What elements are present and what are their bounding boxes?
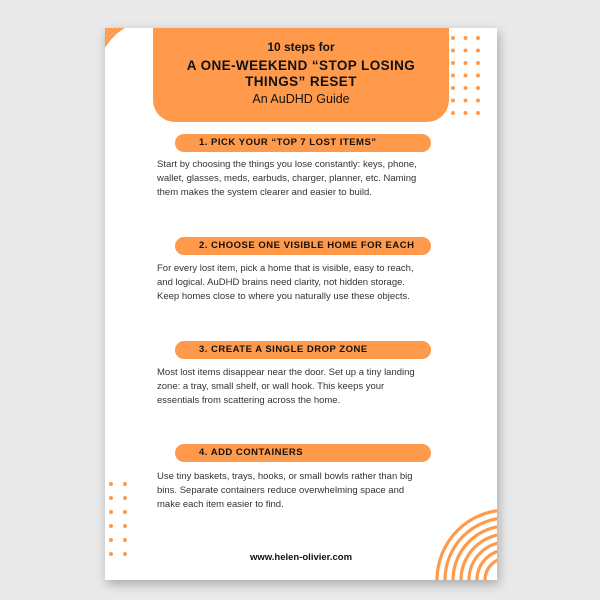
title-main-line-1: A ONE-WEEKEND “STOP LOSING bbox=[186, 58, 416, 73]
step-3-text bbox=[157, 366, 447, 409]
step-3-line-2: zone: a tray, small shelf, or wall hook. This keeps your bbox=[157, 381, 385, 393]
decorative-dot bbox=[451, 61, 455, 65]
decorative-dot bbox=[109, 538, 113, 542]
decorative-dot bbox=[123, 496, 127, 500]
decorative-dot bbox=[464, 86, 468, 90]
decorative-dot bbox=[464, 74, 468, 78]
decorative-dot bbox=[476, 86, 480, 90]
step-1-line-2: wallet, glasses, meds, earbuds, charger, planner, etc. Naming bbox=[157, 173, 417, 185]
title-kicker: 10 steps for bbox=[267, 40, 335, 54]
decorative-dot bbox=[451, 36, 455, 40]
decorative-dots-top-right bbox=[449, 34, 489, 134]
step-1-text bbox=[157, 158, 447, 201]
step-2-line-3: Keep homes close to where you naturally use these objects. bbox=[157, 291, 410, 303]
website-footer: www.helen-olivier.com bbox=[249, 552, 353, 563]
decorative-dot bbox=[123, 482, 127, 486]
decorative-dot bbox=[464, 99, 468, 103]
step-2-text bbox=[157, 262, 447, 305]
decorative-dot bbox=[476, 36, 480, 40]
step-4-heading: 4. ADD CONTAINERS bbox=[175, 444, 431, 462]
decorative-dot bbox=[109, 524, 113, 528]
step-4-text bbox=[157, 470, 447, 513]
decorative-dot bbox=[464, 36, 468, 40]
step-1-line-3: them makes the system clearer and easier to build. bbox=[157, 187, 372, 199]
decorative-dot bbox=[451, 49, 455, 53]
step-2-heading: 2. CHOOSE ONE VISIBLE HOME FOR EACH bbox=[175, 237, 431, 255]
subtitle: An AuDHD Guide bbox=[252, 92, 350, 106]
decorative-dot bbox=[123, 524, 127, 528]
decorative-dot bbox=[464, 49, 468, 53]
step-2-line-1: For every lost item, pick a home that is visible, easy to reach, bbox=[157, 263, 414, 274]
step-3-line-3: essentials from scattering across the home. bbox=[157, 395, 341, 407]
title-banner bbox=[153, 28, 449, 122]
step-2-line-2: and logical. AuDHD brains need clarity, not hidden storage. bbox=[157, 277, 406, 289]
decorative-dot bbox=[451, 86, 455, 90]
decorative-dot bbox=[123, 538, 127, 542]
decorative-dot bbox=[123, 510, 127, 514]
step-1-heading: 1. PICK YOUR “TOP 7 LOST ITEMS” bbox=[175, 134, 431, 152]
decorative-dot bbox=[476, 49, 480, 53]
step-4-line-1: Use tiny baskets, trays, hooks, or small bowls rather than big bbox=[157, 471, 413, 482]
step-4-line-3: make each item easier to find. bbox=[157, 499, 284, 511]
decorative-dot bbox=[109, 510, 113, 514]
decorative-dot bbox=[476, 74, 480, 78]
decorative-dot bbox=[476, 61, 480, 65]
decorative-dot bbox=[476, 99, 480, 103]
decorative-dot bbox=[451, 99, 455, 103]
decorative-dot bbox=[464, 111, 468, 115]
decorative-dot bbox=[451, 111, 455, 115]
step-4-line-2: bins. Separate containers reduce overwhelming space and bbox=[157, 485, 405, 497]
decorative-dot bbox=[451, 74, 455, 78]
title-main-line-2: THINGS” RESET bbox=[245, 74, 357, 89]
step-3-heading: 3. CREATE A SINGLE DROP ZONE bbox=[175, 341, 431, 359]
decorative-dot bbox=[109, 482, 113, 486]
document-page bbox=[105, 28, 497, 580]
decorative-dot bbox=[109, 496, 113, 500]
decorative-dot bbox=[476, 111, 480, 115]
decorative-dot bbox=[464, 61, 468, 65]
step-1-line-1: Start by choosing the things you lose constantly: keys, phone, bbox=[157, 159, 417, 170]
step-3-line-1: Most lost items disappear near the door. Set up a tiny landing bbox=[157, 367, 415, 378]
